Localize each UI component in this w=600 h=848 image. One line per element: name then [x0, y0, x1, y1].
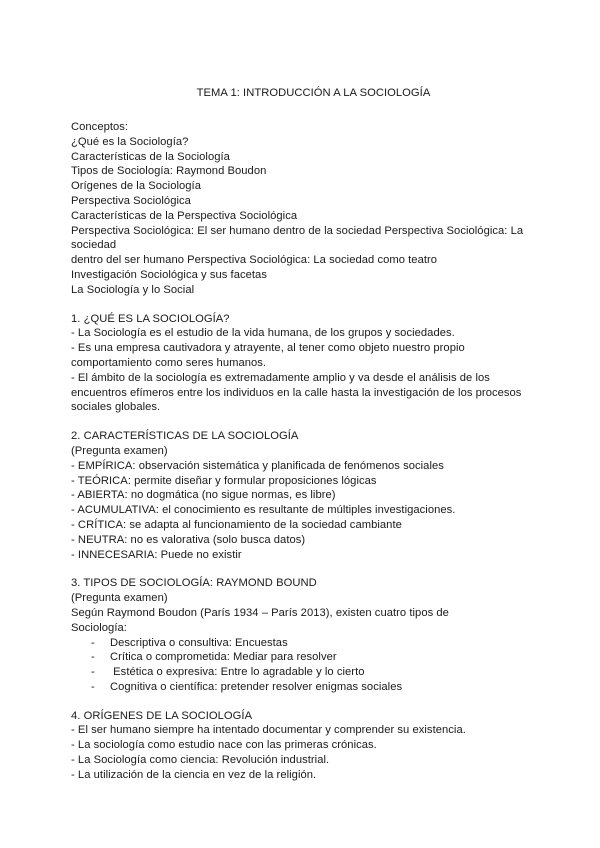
- document-title: TEMA 1: INTRODUCCIÓN A LA SOCIOLOGÍA: [196, 87, 431, 99]
- concept-item: dentro del ser humano Perspectiva Sociológica: La sociedad como teatro: [71, 254, 438, 267]
- section-line: - El ser humano siempre ha intentado documentar y comprender su existencia.: [71, 724, 466, 737]
- section-line: comportamiento como seres humanos.: [71, 356, 267, 369]
- dash-bullet: -: [91, 651, 95, 664]
- concept-item: Tipos de Sociología: Raymond Boudon: [71, 165, 267, 178]
- characteristic-item: - ACUMULATIVA: el conocimiento es resultante de múltiples investigaciones.: [71, 504, 456, 517]
- type-item: Descriptiva o consultiva: Encuestas: [110, 636, 288, 649]
- section-what-is-sociology: [71, 312, 540, 416]
- section-line: - La Sociología es el estudio de la vida humana, de los grupos y sociedades.: [71, 327, 455, 340]
- section-heading: 4. ORÍGENES DE LA SOCIOLOGÍA: [71, 709, 253, 722]
- section-characteristics: [71, 429, 540, 562]
- characteristic-item: - ABIERTA: no dogmática (no sigue normas, es libre): [71, 489, 336, 502]
- section-origins: [71, 709, 540, 783]
- concept-item: Características de la Perspectiva Sociológica: [71, 209, 298, 222]
- dash-bullet: -: [91, 666, 95, 679]
- concepts-heading: Conceptos:: [71, 121, 129, 133]
- characteristic-item: - EMPÍRICA: observación sistemática y planificada de fenómenos sociales: [71, 459, 444, 472]
- exam-note: (Pregunta examen): [71, 592, 168, 605]
- concepts-block: [71, 120, 540, 298]
- section-line: - La sociología como estudio nace con las primeras crónicas.: [71, 739, 377, 752]
- section-heading: 2. CARACTERÍSTICAS DE LA SOCIOLOGÍA: [71, 430, 299, 443]
- concept-item: Perspectiva Sociológica: [71, 194, 191, 207]
- section-heading: 1. ¿QUÉ ES LA SOCIOLOGÍA?: [71, 312, 230, 325]
- concept-item: Investigación Sociológica y sus facetas: [71, 268, 267, 281]
- section-line: - El ámbito de la sociología es extremadamente amplio y va desde el análisis de los: [71, 371, 490, 384]
- dash-bullet: -: [91, 636, 95, 649]
- concept-item: sociedad: [71, 239, 117, 252]
- types-list: [71, 636, 540, 695]
- section-heading: 3. TIPOS DE SOCIOLOGÍA: RAYMOND BOUND: [71, 577, 317, 590]
- concept-item: Características de la Sociología: [71, 150, 230, 163]
- characteristic-item: - TEÓRICA: permite diseñar y formular proposiciones lógicas: [71, 474, 377, 487]
- section-line: sociales globales.: [71, 401, 161, 414]
- section-types: [71, 576, 540, 694]
- list-item: [71, 680, 540, 695]
- section-line: - La Sociología como ciencia: Revolución industrial.: [71, 754, 330, 767]
- section-line: - La utilización de la ciencia en vez de la religión.: [71, 768, 317, 781]
- list-item: [71, 636, 540, 651]
- section-line: encuentros efímeros entre los individuos en la calle hasta la investigación de los procesos: [71, 386, 522, 399]
- section-intro-line: Según Raymond Boudon (París 1934 – París 2013), existen cuatro tipos de: [71, 606, 449, 619]
- concept-item: ¿Qué es la Sociología?: [71, 135, 189, 148]
- section-intro-line: Sociología:: [71, 621, 127, 634]
- dash-bullet: -: [91, 680, 95, 693]
- concept-item: La Sociología y lo Social: [71, 283, 195, 296]
- concept-item: Orígenes de la Sociología: [71, 180, 201, 193]
- concept-item: Perspectiva Sociológica: El ser humano dentro de la sociedad Perspectiva Sociológica: La: [71, 224, 524, 237]
- section-line: - Es una empresa cautivadora y atrayente, al tener como objeto nuestro propio: [71, 342, 465, 355]
- type-item: Crítica o comprometida: Mediar para resolver: [110, 651, 337, 664]
- list-item: [71, 665, 540, 680]
- characteristic-item: - CRÍTICA: se adapta al funcionamiento de la sociedad cambiante: [71, 518, 402, 531]
- list-item: [71, 650, 540, 665]
- type-item: Cognitiva o científica: pretender resolver enigmas sociales: [110, 680, 403, 693]
- exam-note: (Pregunta examen): [71, 444, 168, 457]
- type-item: Estética o expresiva: Entre lo agradable y lo cierto: [110, 666, 365, 679]
- characteristic-item: - INNECESARIA: Puede no existir: [71, 548, 242, 561]
- characteristic-item: - NEUTRA: no es valorativa (solo busca datos): [71, 533, 306, 546]
